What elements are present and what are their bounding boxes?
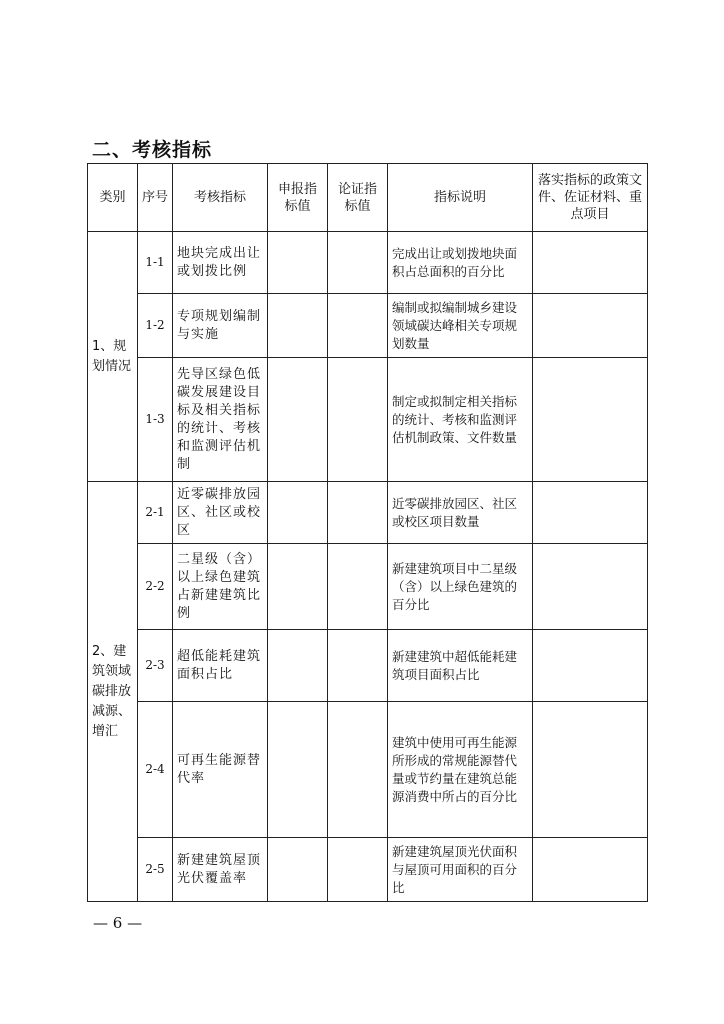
verified-value-cell <box>328 232 388 294</box>
declared-value-cell <box>268 702 328 838</box>
verified-value-cell <box>328 630 388 702</box>
declared-value-cell <box>268 544 328 630</box>
indicator-name: 可再生能源替代率 <box>173 702 268 838</box>
implementation-cell <box>533 232 648 294</box>
indicator-name: 先导区绿色低碳发展建设目标及相关指标的统计、考核和监测评估机制 <box>173 358 268 482</box>
declared-value-cell <box>268 294 328 358</box>
assessment-indicator-table <box>87 163 648 902</box>
verified-value-cell <box>328 294 388 358</box>
indicator-number: 1-2 <box>138 294 173 358</box>
indicator-description: 新建建筑项目中二星级（含）以上绿色建筑的百分比 <box>388 544 533 630</box>
table-row <box>88 482 648 544</box>
table-row <box>88 630 648 702</box>
table-row <box>88 232 648 294</box>
header-verified-value: 论证指标值 <box>328 164 388 232</box>
indicator-description: 新建建筑屋顶光伏面积与屋顶可用面积的百分比 <box>388 838 533 902</box>
indicator-description: 建筑中使用可再生能源所形成的常规能源替代量或节约量在建筑总能源消费中所占的百分比 <box>388 702 533 838</box>
verified-value-cell <box>328 838 388 902</box>
implementation-cell <box>533 630 648 702</box>
indicator-number: 1-3 <box>138 358 173 482</box>
verified-value-cell <box>328 358 388 482</box>
declared-value-cell <box>268 838 328 902</box>
header-description: 指标说明 <box>388 164 533 232</box>
table-row <box>88 702 648 838</box>
implementation-cell <box>533 482 648 544</box>
verified-value-cell <box>328 482 388 544</box>
indicator-number: 2-5 <box>138 838 173 902</box>
indicator-number: 2-2 <box>138 544 173 630</box>
table-row <box>88 838 648 902</box>
implementation-cell <box>533 702 648 838</box>
table-header-row <box>88 164 648 232</box>
indicator-number: 2-1 <box>138 482 173 544</box>
indicator-name: 近零碳排放园区、社区或校区 <box>173 482 268 544</box>
indicator-name: 新建建筑屋顶光伏覆盖率 <box>173 838 268 902</box>
category-cell: 1、规划情况 <box>88 232 138 482</box>
declared-value-cell <box>268 482 328 544</box>
verified-value-cell <box>328 544 388 630</box>
header-number: 序号 <box>138 164 173 232</box>
indicator-name: 超低能耗建筑面积占比 <box>173 630 268 702</box>
implementation-cell <box>533 544 648 630</box>
table-row <box>88 358 648 482</box>
indicator-description: 新建建筑中超低能耗建筑项目面积占比 <box>388 630 533 702</box>
implementation-cell <box>533 294 648 358</box>
declared-value-cell <box>268 630 328 702</box>
declared-value-cell <box>268 232 328 294</box>
declared-value-cell <box>268 358 328 482</box>
indicator-description: 完成出让或划拨地块面积占总面积的百分比 <box>388 232 533 294</box>
indicator-name: 二星级（含）以上绿色建筑占新建建筑比例 <box>173 544 268 630</box>
indicator-number: 1-1 <box>138 232 173 294</box>
implementation-cell <box>533 838 648 902</box>
indicator-description: 近零碳排放园区、社区或校区项目数量 <box>388 482 533 544</box>
indicator-description: 制定或拟制定相关指标的统计、考核和监测评估机制政策、文件数量 <box>388 358 533 482</box>
verified-value-cell <box>328 702 388 838</box>
indicator-name: 专项规划编制与实施 <box>173 294 268 358</box>
table-row <box>88 294 648 358</box>
indicator-description: 编制或拟编制城乡建设领域碳达峰相关专项规划数量 <box>388 294 533 358</box>
category-cell: 2、建筑领域碳排放减源、增汇 <box>88 482 138 902</box>
header-declared-value: 申报指标值 <box>268 164 328 232</box>
table-row <box>88 544 648 630</box>
header-indicator: 考核指标 <box>173 164 268 232</box>
page-number: — 6 — <box>93 914 143 932</box>
section-title: 二、考核指标 <box>92 139 213 161</box>
indicator-number: 2-4 <box>138 702 173 838</box>
header-implementation: 落实指标的政策文件、佐证材料、重点项目 <box>533 164 648 232</box>
indicator-number: 2-3 <box>138 630 173 702</box>
header-category: 类别 <box>88 164 138 232</box>
indicator-name: 地块完成出让或划拨比例 <box>173 232 268 294</box>
implementation-cell <box>533 358 648 482</box>
